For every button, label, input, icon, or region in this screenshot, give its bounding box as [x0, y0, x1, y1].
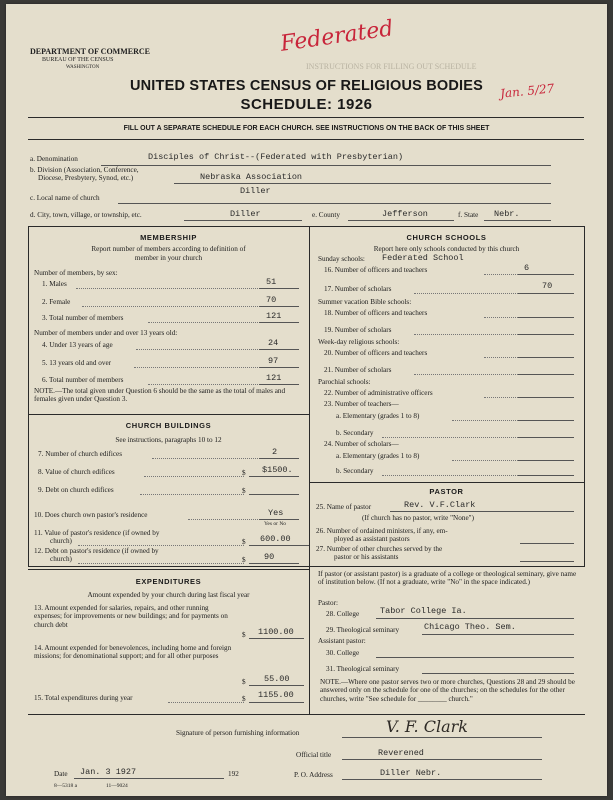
sunday-schools-label: Sunday schools: — [318, 255, 365, 263]
buildings-heading: CHURCH BUILDINGS — [125, 421, 212, 430]
q16-value: 6 — [524, 263, 530, 273]
q23b-label: b. Secondary — [336, 429, 374, 437]
form-title: UNITED STATES CENSUS OF RELIGIOUS BODIES — [129, 78, 484, 94]
q8-value-label: 8. Value of church edifices — [38, 468, 115, 476]
q24a-label: a. Elementary (grades 1 to 8) — [336, 452, 420, 460]
q31-label: 31. Theological seminary — [326, 665, 400, 673]
q29-value: Chicago Theo. Sem. — [424, 622, 516, 632]
state-value: Nebr. — [494, 209, 520, 219]
q26-label-1: 26. Number of ordained ministers, if any, em- — [316, 527, 448, 535]
q9-debt-label: 9. Debt on church edifices — [38, 486, 114, 494]
q17-value: 70 — [542, 281, 553, 291]
q25-value: Rev. V.F.Clark — [404, 500, 476, 510]
q2-female-label: 2. Female — [42, 298, 71, 306]
q4-under-13-value: 24 — [268, 338, 279, 348]
denomination-label: a. Denomination — [30, 155, 78, 163]
q23a-label: a. Elementary (grades 1 to 8) — [336, 412, 420, 420]
expenditures-intro: Amount expended by your church during last fiscal year — [87, 591, 250, 599]
q19-label: 19. Number of scholars — [324, 326, 392, 334]
received-date-annotation: Jan. 5/27 — [499, 81, 555, 101]
graduate-note: If pastor (or assistant pastor) is a graduate of a college or theological seminary, give name of institution below. (If not a graduate, write "No" in the space indicated.) — [318, 570, 577, 587]
q10-residence-value: Yes — [268, 508, 284, 518]
q3-total-value: 121 — [266, 311, 282, 321]
q30-label: 30. College — [326, 649, 360, 657]
state-label: f. State — [458, 211, 479, 219]
q20-label: 20. Number of officers and teachers — [324, 349, 428, 357]
sunday-school-name: Federated School — [382, 253, 464, 263]
q7-edifices-value: 2 — [272, 447, 278, 457]
q28-value: Tabor College Ia. — [380, 606, 467, 616]
q12-label-1: 12. Debt on pastor's residence (if owned by — [34, 547, 159, 555]
bleed-through-text: INSTRUCTIONS FOR FILLING OUT SCHEDULE — [306, 62, 477, 71]
county-value: Jefferson — [382, 209, 428, 219]
q13-value: 1100.00 — [258, 627, 294, 637]
membership-intro-1: Report number of members according to definition of — [91, 245, 246, 253]
signature-label: Signature of person furnishing information — [176, 729, 300, 737]
q14-label: 14. Amount expended for benevolences, including home and foreign missions; for denominational support; and for all other purposes — [34, 644, 232, 661]
po-address-value: Diller Nebr. — [380, 768, 442, 778]
vacation-schools-label: Summer vacation Bible schools: — [318, 298, 412, 306]
q27-label-1: 27. Number of other churches served by the — [316, 545, 443, 553]
q6-total-label: 6. Total number of members — [42, 376, 124, 384]
q2-female-value: 70 — [266, 295, 277, 305]
division-value: Nebraska Association — [200, 172, 303, 182]
bureau-city: WASHINGTON — [66, 65, 100, 70]
signature: V. F. Clark — [386, 717, 468, 736]
pastor-heading: PASTOR — [429, 487, 464, 496]
q23-label: 23. Number of teachers— — [324, 400, 399, 408]
q24b-label: b. Secondary — [336, 467, 374, 475]
parochial-schools-label: Parochial schools: — [318, 378, 371, 386]
division-label-2: Diocese, Presbytery, Synod, etc.) — [38, 174, 134, 182]
official-title-value: Reverened — [378, 748, 424, 758]
q15-value: 1155.00 — [258, 690, 294, 700]
print-number: 11—9024 — [106, 783, 128, 789]
q15-label: 15. Total expenditures during year — [34, 694, 133, 702]
schools-intro: Report here only schools conducted by this church — [373, 245, 520, 253]
q7-edifices-label: 7. Number of church edifices — [38, 450, 123, 458]
bureau-name: BUREAU OF THE CENSUS — [42, 57, 114, 63]
final-note: NOTE.—Where one pastor serves two or more churches, Questions 28 and 29 should be answered only on the schedule for one of the churches; on the schedules for the other churches, write "See schedule for ________ church." — [320, 678, 575, 703]
q6-total-value: 121 — [266, 373, 282, 383]
q11-label-1: 11. Value of pastor's residence (if owned by — [34, 529, 160, 537]
date-value: Jan. 3 1927 — [80, 767, 137, 777]
q27-label-2: pastor or his assistants — [334, 553, 399, 561]
local-name-value: Diller — [240, 186, 271, 196]
official-title-label: Official title — [296, 751, 332, 759]
q11-value: 600.00 — [260, 534, 291, 544]
q25-label: 25. Name of pastor — [316, 503, 372, 511]
assistant-pastor-subheading: Assistant pastor: — [318, 637, 366, 645]
year-suffix: 192 — [228, 770, 239, 778]
q12-value: 90 — [264, 552, 275, 562]
po-address-label: P. O. Address — [294, 771, 333, 779]
membership-heading: MEMBERSHIP — [140, 233, 197, 242]
buildings-intro: See instructions, paragraphs 10 to 12 — [115, 436, 222, 444]
denomination-value: Disciples of Christ--(Federated with Presbyterian) — [148, 152, 404, 162]
weekday-schools-label: Week-day religious schools: — [318, 338, 400, 346]
q4-under-13-label: 4. Under 13 years of age — [42, 341, 113, 349]
q13-label: 13. Amount expended for salaries, repairs, and other running expenses; for improvements or new buildings; and for payments on church debt — [34, 604, 228, 629]
membership-note: NOTE.—The total given under Question 6 should be the same as the total of males and females given under Question 3. — [34, 387, 286, 404]
pastor-subheading: Pastor: — [318, 599, 338, 607]
q1-males-label: 1. Males — [42, 280, 67, 288]
federated-annotation: Federated — [278, 16, 395, 57]
q17-label: 17. Number of scholars — [324, 285, 392, 293]
schools-heading: CHURCH SCHOOLS — [406, 233, 487, 242]
age-breakdown-label: Number of members under and over 13 years old: — [34, 329, 178, 337]
q14-value: 55.00 — [264, 674, 290, 684]
city-label: d. City, town, village, or township, etc. — [30, 211, 142, 219]
expenditures-heading: EXPENDITURES — [135, 577, 202, 586]
q26-label-2: ployed as assistant pastors — [334, 535, 410, 543]
q8-value-value: $1500. — [262, 465, 293, 475]
q25-note: (If church has no pastor, write "None") — [362, 514, 474, 522]
form-number: 8—5318 a — [54, 783, 78, 789]
local-name-label: c. Local name of church — [30, 194, 100, 202]
form-subtitle: SCHEDULE: 1926 — [240, 96, 373, 113]
city-value: Diller — [230, 209, 261, 219]
q11-label-2: church) — [50, 537, 72, 545]
q10-residence-label: 10. Does church own pastor's residence — [34, 511, 148, 519]
schedule-instruction: FILL OUT A SEPARATE SCHEDULE FOR EACH CHURCH. SEE INSTRUCTIONS ON THE BACK OF THIS SHEET — [123, 125, 490, 132]
department-name: DEPARTMENT OF COMMERCE — [30, 47, 151, 56]
q5-13-and-over-label: 5. 13 years old and over — [42, 359, 112, 367]
q18-label: 18. Number of officers and teachers — [324, 309, 428, 317]
q28-label: 28. College — [326, 610, 360, 618]
members-by-sex-label: Number of members, by sex: — [34, 269, 118, 277]
membership-intro-2: member in your church — [134, 254, 203, 262]
yes-or-no-hint: Yes or No — [264, 521, 287, 527]
date-label: Date — [54, 770, 68, 778]
q29-label: 29. Theological seminary — [326, 626, 400, 634]
q5-13-and-over-value: 97 — [268, 356, 279, 366]
q12-label-2: church) — [50, 555, 72, 563]
division-label-1: b. Division (Association, Conference, — [30, 166, 139, 174]
q1-males-value: 51 — [266, 277, 277, 287]
census-schedule-sheet: INSTRUCTIONS FOR FILLING OUT SCHEDULE DEPARTMENT OF COMMERCE BUREAU OF THE CENSUS WASHINGTON Federated Jan. 5/27 UNITED STATES CENSUS OF RELIGIOUS BODIES SCHEDULE: 1926 FILL OUT A SEPARATE SCHEDULE FOR EACH CHURCH. SEE INSTRUCTIONS ON THE BACK OF THIS SHEET a. Denomination Disciples of Christ--(Federated with Presbyterian) b. Division (Association, Conference, Diocese, Presbytery, Synod, etc.) Nebraska Association Diller c. Local name of church d. City, town, village, or township, etc. Diller e. County Jefferson f. State Nebr. MEMBERSHIP Report number of members according to definition of member in your church Number of members, by sex: 1. Males 51 2. Female 70 3. Total number of members 121 Number of members under and over 13 years old: 4. Under 13 years of age 24 5. 13 years old and over 97 6. Total number of members 121 NOTE.—The total given under Question 6 should be the same as the total of males and females given under Question 3. CHURCH BUILDINGS See instructions, paragraphs 10 to 12 7. Number of church edifices 2 8. Value of church edifices $ $1500. 9. Debt on church edifices $ 10. Does church own pastor's residence Yes Yes or No 11. Value of pastor's residence (if owned by church) $ 600.00 12. Debt on pastor's residence (if owned by church) $ 90 EXPENDITURES Amount expended by your church during last fiscal year 13. Amount expended for salaries, repairs, and other running expenses; for improvements or new buildings; and for payments on church debt $ 1100.00 14. Amount expended for benevolences, including home and foreign missions; for denominational support; and for all other purposes $ 55.00 15. Total expenditures during year $ 1155.00 CHURCH SCHOOLS Report here only schools conducted by this church Sunday schools: Federated School 16. Number of officers and teachers 6 17. Number of scholars 70 Summer vacation Bible schools: 18. Number of officers and teachers 19. Number of scholars Week-day religious schools: 20. Number of officers and teachers 21. Number of scholars Parochial schools: 22. Number of administrative officers 23. Number of teachers— a. Elementary (grades 1 to 8) b. Secondary 24. Number of scholars— a. Elementary (grades 1 to 8) b. Secondary PASTOR 25. Name of pastor Rev. V.F.Clark (If church has no pastor, write "None") 26. Number of ordained ministers, if any, em- ployed as assistant pastors 27. Number of other churches served by the pastor or his assistants If pastor (or assistant pastor) is a graduate of a college or theological seminary, give name of institution below. (If not a graduate, write "No" in the space indicated.) Pastor: 28. College Tabor College Ia. 29. Theological seminary Chicago Theo. Sem. Assistant pastor: 30. College 31. Theological seminary NOTE.—Where one pastor serves two or more churches, Questions 28 and 29 should be answered only on the schedule for one of the churches; on the schedules for the other churches, write "See schedule for ________ church." Signature of person furnishing information V. F. Clark Official title Reverened Date Jan. 3 1927 192 P. O. Address Diller Nebr. 8—5318 a 11—9024 — [6, 4, 607, 796]
q21-label: 21. Number of scholars — [324, 366, 392, 374]
q24-label: 24. Number of scholars— — [324, 440, 399, 448]
q22-label: 22. Number of administrative officers — [324, 389, 433, 397]
county-label: e. County — [312, 211, 340, 219]
q16-label: 16. Number of officers and teachers — [324, 266, 428, 274]
q3-total-label: 3. Total number of members — [42, 314, 124, 322]
